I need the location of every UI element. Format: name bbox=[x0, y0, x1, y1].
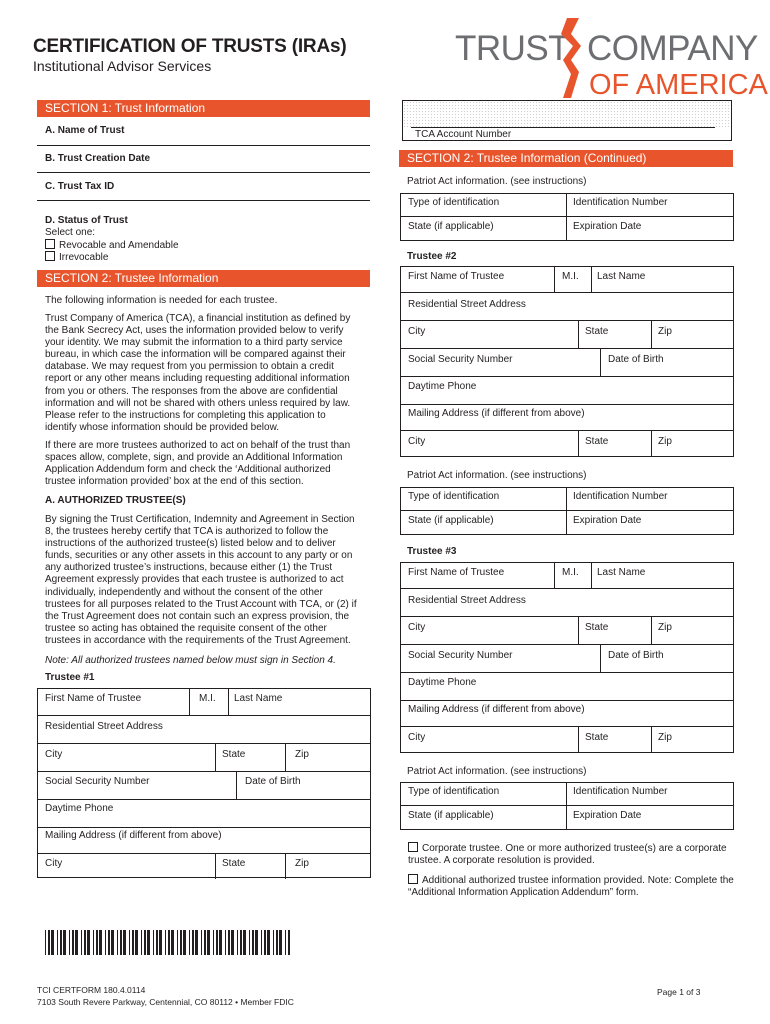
barcode-bar bbox=[84, 930, 86, 955]
row-divider bbox=[401, 292, 733, 293]
barcode-bar bbox=[252, 930, 254, 955]
creation-date-input[interactable] bbox=[37, 172, 370, 173]
t1-street-field[interactable]: Residential Street Address bbox=[45, 721, 163, 732]
barcode-bar bbox=[99, 930, 102, 955]
row-divider bbox=[401, 430, 733, 431]
barcode-bar bbox=[201, 930, 202, 955]
section2-paragraph-1 bbox=[45, 313, 375, 434]
tax-id-label: C. Trust Tax ID bbox=[45, 181, 115, 192]
t3-patriot-label: Patriot Act information. (see instructions) bbox=[407, 766, 587, 777]
barcode-bar bbox=[273, 930, 274, 955]
tca-account-shading bbox=[403, 101, 731, 127]
barcode-bar bbox=[276, 930, 278, 955]
barcode-bar bbox=[237, 930, 238, 955]
barcode-bar bbox=[189, 930, 190, 955]
barcode-bar bbox=[132, 930, 134, 955]
barcode-bar bbox=[81, 930, 82, 955]
tca-account-box[interactable] bbox=[402, 100, 732, 141]
trust-name-label: A. Name of Trust bbox=[45, 125, 125, 136]
barcode-bar bbox=[279, 930, 282, 955]
t1-mail-state-field[interactable]: State bbox=[222, 858, 246, 869]
barcode-bar bbox=[165, 930, 166, 955]
row-divider bbox=[401, 672, 733, 673]
para1-line: database. We may request from you permission to obtain a credit bbox=[45, 361, 334, 373]
barcode-bar bbox=[285, 930, 286, 955]
para2-line: spaces allow, complete, sign, and provide an Additional Information bbox=[45, 452, 343, 464]
barcode-bar bbox=[216, 930, 218, 955]
t3-id-state-field[interactable]: State (if applicable) bbox=[408, 810, 494, 821]
barcode-bar bbox=[72, 930, 74, 955]
t2-patriot-label: Patriot Act information. (see instructions) bbox=[407, 470, 587, 481]
t3-mi-field[interactable]: M.I. bbox=[562, 567, 579, 578]
row-divider bbox=[38, 853, 370, 854]
barcode-bar bbox=[60, 930, 62, 955]
trust-name-input[interactable] bbox=[37, 145, 370, 146]
para2-line: Application Addendum form and check the ‘Additional authorized bbox=[45, 464, 331, 476]
signature-note: Note: All authorized trustees named below must sign in Section 4. bbox=[45, 655, 336, 666]
barcode-bar bbox=[264, 930, 266, 955]
col-divider bbox=[651, 616, 652, 644]
col-divider bbox=[578, 320, 579, 348]
col-divider bbox=[285, 853, 286, 879]
barcode-bar bbox=[135, 930, 138, 955]
row-divider bbox=[38, 799, 370, 800]
row-divider bbox=[38, 743, 370, 744]
row-divider bbox=[401, 320, 733, 321]
barcode-bar bbox=[225, 930, 226, 955]
para1-line: bureau, in which case the information will be compared against their bbox=[45, 349, 346, 361]
row-divider bbox=[38, 827, 370, 828]
tax-id-input[interactable] bbox=[37, 200, 370, 201]
irrevocable-option[interactable] bbox=[45, 251, 108, 263]
barcode-bar bbox=[288, 930, 290, 955]
t1-id-state-field[interactable]: State (if applicable) bbox=[408, 221, 494, 232]
t1-patriot-form bbox=[400, 193, 734, 241]
t1-last-name-field[interactable]: Last Name bbox=[234, 693, 283, 704]
authorized-trustees-heading: A. AUTHORIZED TRUSTEE(S) bbox=[45, 495, 186, 506]
t1-phone-field[interactable]: Daytime Phone bbox=[45, 803, 114, 814]
t3-phone-field[interactable]: Daytime Phone bbox=[408, 677, 477, 688]
form-id: TCI CERTFORM 180.4.0114 bbox=[37, 985, 146, 995]
col-divider bbox=[651, 726, 652, 752]
col-divider bbox=[554, 267, 555, 292]
col-divider bbox=[591, 563, 592, 588]
para3-line: any authorized trustee’s instructions, because either (1) the Trust bbox=[45, 562, 333, 574]
barcode-bar bbox=[177, 930, 178, 955]
t2-expiration-field[interactable]: Expiration Date bbox=[573, 515, 642, 526]
t2-state-field[interactable]: State bbox=[585, 326, 609, 337]
t1-expiration-field[interactable]: Expiration Date bbox=[573, 221, 642, 232]
section2-intro: The following information is needed for each trustee. bbox=[45, 295, 278, 306]
barcode-bar bbox=[87, 930, 90, 955]
logo-word-trust: TRUST bbox=[455, 29, 570, 68]
col-divider bbox=[554, 563, 555, 588]
row-divider bbox=[401, 404, 733, 405]
barcode-bar bbox=[129, 930, 130, 955]
barcode-bar bbox=[108, 930, 110, 955]
row-divider bbox=[401, 644, 733, 645]
row-divider bbox=[401, 348, 733, 349]
barcode-bar bbox=[204, 930, 206, 955]
t2-mail-state-field[interactable]: State bbox=[585, 436, 609, 447]
col-divider bbox=[578, 726, 579, 752]
trustee-3-form bbox=[400, 562, 734, 753]
t2-mail-zip-field[interactable]: Zip bbox=[658, 436, 672, 447]
t3-city-field[interactable]: City bbox=[408, 622, 426, 633]
t2-ssn-field[interactable]: Social Security Number bbox=[408, 354, 513, 365]
col-divider bbox=[215, 853, 216, 879]
col-divider bbox=[566, 488, 567, 534]
barcode-bar bbox=[231, 930, 234, 955]
t1-dob-field[interactable]: Date of Birth bbox=[245, 776, 301, 787]
barcode-bar bbox=[219, 930, 222, 955]
select-one-text: Select one: bbox=[45, 227, 96, 238]
trustee-3-heading: Trustee #3 bbox=[407, 546, 457, 557]
row-divider bbox=[401, 700, 733, 701]
row-divider bbox=[38, 715, 370, 716]
row-divider bbox=[38, 771, 370, 772]
t1-patriot-label: Patriot Act information. (see instructions) bbox=[407, 176, 587, 187]
barcode-bar bbox=[75, 930, 78, 955]
row-divider bbox=[401, 616, 733, 617]
page-number: Page 1 of 3 bbox=[657, 987, 701, 997]
para3-line: Agreement expressly provides that each trustee is authorized to act bbox=[45, 574, 344, 586]
row-divider bbox=[401, 510, 733, 511]
barcode-bar bbox=[57, 930, 58, 955]
t1-id-type-field[interactable]: Type of identification bbox=[408, 197, 500, 208]
additional-info-option[interactable] bbox=[408, 874, 748, 899]
t2-mail-city-field[interactable]: City bbox=[408, 436, 426, 447]
t3-zip-field[interactable]: Zip bbox=[658, 622, 672, 633]
para1-line: your identity. We may submit the information to a third party service bbox=[45, 337, 343, 349]
section2-paragraph-2 bbox=[45, 440, 375, 488]
additional-line-2: “Additional Information Application Addendum” form. bbox=[408, 887, 639, 899]
trustee-1-form bbox=[37, 688, 371, 878]
barcode-bar bbox=[261, 930, 262, 955]
barcode-bar bbox=[123, 930, 126, 955]
barcode-bar bbox=[171, 930, 174, 955]
col-divider bbox=[228, 689, 229, 715]
row-divider bbox=[401, 376, 733, 377]
t1-state-field[interactable]: State bbox=[222, 749, 246, 760]
col-divider bbox=[189, 689, 190, 715]
t3-street-field[interactable]: Residential Street Address bbox=[408, 595, 526, 606]
barcode-bar bbox=[213, 930, 214, 955]
t2-last-name-field[interactable]: Last Name bbox=[597, 271, 646, 282]
additional-info-checkbox[interactable] bbox=[408, 874, 418, 884]
barcode-bar bbox=[183, 930, 186, 955]
barcode-bar bbox=[120, 930, 122, 955]
t3-patriot-form bbox=[400, 782, 734, 830]
t3-ssn-field[interactable]: Social Security Number bbox=[408, 650, 513, 661]
corporate-trustee-option[interactable] bbox=[408, 842, 738, 867]
t3-dob-field[interactable]: Date of Birth bbox=[608, 650, 664, 661]
corporate-line-2: trustee. A corporate resolution is provided. bbox=[408, 855, 595, 867]
t3-state-field[interactable]: State bbox=[585, 622, 609, 633]
barcode-bar bbox=[228, 930, 230, 955]
barcode-bar bbox=[180, 930, 182, 955]
row-divider bbox=[401, 216, 733, 217]
para3-line: 8, the trustees hereby certify that TCA is authorized to follow the bbox=[45, 526, 329, 538]
barcode-bar bbox=[249, 930, 250, 955]
para1-line: identify whose information should be provided below. bbox=[45, 421, 280, 433]
barcode-bar bbox=[63, 930, 66, 955]
para3-line: the Trust Agreement does not contain such an express provision, the bbox=[45, 610, 350, 622]
col-divider bbox=[566, 783, 567, 829]
barcode-bar bbox=[255, 930, 258, 955]
page-title: CERTIFICATION OF TRUSTS (IRAs) bbox=[33, 36, 347, 57]
barcode-bar bbox=[267, 930, 270, 955]
logo-word-america: OF AMERICA bbox=[589, 69, 768, 101]
t1-mi-field[interactable]: M.I. bbox=[199, 693, 216, 704]
barcode-bar bbox=[156, 930, 158, 955]
t2-id-type-field[interactable]: Type of identification bbox=[408, 491, 500, 502]
para3-line: trustees in accordance with the requirements of the Trust Agreement. bbox=[45, 634, 351, 646]
col-divider bbox=[236, 771, 237, 799]
col-divider bbox=[566, 194, 567, 240]
col-divider bbox=[651, 320, 652, 348]
section1-header: SECTION 1: Trust Information bbox=[37, 100, 370, 117]
barcode-bar bbox=[93, 930, 94, 955]
t3-mail-city-field[interactable]: City bbox=[408, 732, 426, 743]
barcode-bar bbox=[117, 930, 118, 955]
t2-dob-field[interactable]: Date of Birth bbox=[608, 354, 664, 365]
col-divider bbox=[600, 348, 601, 376]
t1-mail-city-field[interactable]: City bbox=[45, 858, 63, 869]
para1-line: from you or others. The responses from the above are confidential bbox=[45, 385, 338, 397]
t2-mi-field[interactable]: M.I. bbox=[562, 271, 579, 282]
t2-id-number-field[interactable]: Identification Number bbox=[573, 491, 668, 502]
t1-mail-zip-field[interactable]: Zip bbox=[295, 858, 309, 869]
revocable-checkbox[interactable] bbox=[45, 239, 55, 249]
para3-line: instructions of the authorized trustee(s) listed below and to deliver bbox=[45, 538, 336, 550]
para1-line: report or any other means including requesting additional information bbox=[45, 373, 350, 385]
revocable-option[interactable] bbox=[45, 239, 179, 251]
barcode-bar bbox=[192, 930, 194, 955]
t2-first-name-field[interactable]: First Name of Trustee bbox=[408, 271, 505, 282]
barcode-bar bbox=[141, 930, 142, 955]
corporate-line-1: Corporate trustee. One or more authorized trustee(s) are a corporate bbox=[422, 843, 727, 854]
section2-header: SECTION 2: Trustee Information bbox=[37, 270, 370, 287]
barcode-bar bbox=[105, 930, 106, 955]
page-subtitle: Institutional Advisor Services bbox=[33, 58, 212, 74]
t1-first-name-field[interactable]: First Name of Trustee bbox=[45, 693, 142, 704]
para3-line: trustees for all purposes related to the Trust Account with TCA, or (2) if bbox=[45, 598, 357, 610]
barcode-bar bbox=[51, 930, 54, 955]
t1-ssn-field[interactable]: Social Security Number bbox=[45, 776, 150, 787]
t2-city-field[interactable]: City bbox=[408, 326, 426, 337]
col-divider bbox=[651, 430, 652, 456]
barcode-bar bbox=[144, 930, 146, 955]
section2-paragraph-3 bbox=[45, 514, 375, 647]
trustee-2-heading: Trustee #2 bbox=[407, 251, 457, 262]
section2-continued-header: SECTION 2: Trustee Information (Continued) bbox=[399, 150, 733, 167]
para3-line: trustee so acting has obtained the requisite consent of the other bbox=[45, 622, 327, 634]
creation-date-label: B. Trust Creation Date bbox=[45, 153, 151, 164]
irrevocable-checkbox[interactable] bbox=[45, 251, 55, 261]
trustee-2-form bbox=[400, 266, 734, 457]
barcode-bar bbox=[195, 930, 198, 955]
col-divider bbox=[215, 743, 216, 771]
t2-zip-field[interactable]: Zip bbox=[658, 326, 672, 337]
para1-line: information and will not be shared with others unless required by law. bbox=[45, 397, 351, 409]
para2-line: trustee information provided’ box at the end of this section. bbox=[45, 476, 304, 488]
t3-first-name-field[interactable]: First Name of Trustee bbox=[408, 567, 505, 578]
col-divider bbox=[600, 644, 601, 672]
para1-line: the Bank Secrecy Act, uses the information provided below to verify bbox=[45, 325, 344, 337]
t1-id-number-field[interactable]: Identification Number bbox=[573, 197, 668, 208]
t3-mail-state-field[interactable]: State bbox=[585, 732, 609, 743]
t1-zip-field[interactable]: Zip bbox=[295, 749, 309, 760]
t3-expiration-field[interactable]: Expiration Date bbox=[573, 810, 642, 821]
para3-line: By signing the Trust Certification, Indemnity and Agreement in Section bbox=[45, 514, 355, 525]
row-divider bbox=[401, 805, 733, 806]
t2-mailing-field[interactable]: Mailing Address (if different from above) bbox=[408, 408, 585, 419]
footer-address: 7103 South Revere Parkway, Centennial, CO 80112 • Member FDIC bbox=[37, 997, 294, 1007]
col-divider bbox=[578, 616, 579, 644]
barcode-bar bbox=[168, 930, 170, 955]
revocable-label: Revocable and Amendable bbox=[59, 240, 179, 251]
status-label: D. Status of Trust bbox=[45, 215, 128, 226]
para3-line: individually, independently and without the consent of the other bbox=[45, 586, 323, 598]
col-divider bbox=[578, 430, 579, 456]
t1-city-field[interactable]: City bbox=[45, 749, 63, 760]
corporate-trustee-checkbox[interactable] bbox=[408, 842, 418, 852]
t3-last-name-field[interactable]: Last Name bbox=[597, 567, 646, 578]
barcode-bar bbox=[159, 930, 162, 955]
col-divider bbox=[591, 267, 592, 292]
t2-id-state-field[interactable]: State (if applicable) bbox=[408, 515, 494, 526]
tca-account-label: TCA Account Number bbox=[415, 129, 512, 140]
barcode-bar bbox=[96, 930, 98, 955]
barcode bbox=[45, 930, 291, 955]
barcode-bar bbox=[147, 930, 150, 955]
company-logo bbox=[455, 14, 768, 101]
t3-id-number-field[interactable]: Identification Number bbox=[573, 786, 668, 797]
col-divider bbox=[285, 743, 286, 771]
t2-patriot-form bbox=[400, 487, 734, 535]
trustee-1-heading: Trustee #1 bbox=[45, 672, 95, 683]
t2-phone-field[interactable]: Daytime Phone bbox=[408, 381, 477, 392]
t2-street-field[interactable]: Residential Street Address bbox=[408, 299, 526, 310]
t3-mail-zip-field[interactable]: Zip bbox=[658, 732, 672, 743]
barcode-bar bbox=[207, 930, 210, 955]
barcode-bar bbox=[111, 930, 114, 955]
irrevocable-label: Irrevocable bbox=[59, 252, 109, 263]
para1-line: Trust Company of America (TCA), a financial institution as defined by bbox=[45, 313, 351, 324]
logo-word-company: COMPANY bbox=[587, 29, 758, 68]
t3-mailing-field[interactable]: Mailing Address (if different from above) bbox=[408, 704, 585, 715]
row-divider bbox=[401, 588, 733, 589]
t1-mailing-field[interactable]: Mailing Address (if different from above) bbox=[45, 830, 222, 841]
barcode-bar bbox=[153, 930, 154, 955]
tca-account-line bbox=[411, 127, 715, 128]
barcode-bar bbox=[45, 930, 46, 955]
barcode-bar bbox=[240, 930, 242, 955]
additional-line-1: Additional authorized trustee information provided. Note: Complete the bbox=[422, 875, 734, 886]
para2-line: If there are more trustees authorized to act on behalf of the trust than bbox=[45, 440, 351, 451]
para1-line: Please refer to the instructions for completing this application to bbox=[45, 409, 326, 421]
t3-id-type-field[interactable]: Type of identification bbox=[408, 786, 500, 797]
barcode-bar bbox=[69, 930, 70, 955]
para3-line: funds, securities or any other assets in this account to any party or on bbox=[45, 550, 353, 562]
barcode-bar bbox=[243, 930, 246, 955]
barcode-bar bbox=[48, 930, 50, 955]
row-divider bbox=[401, 726, 733, 727]
